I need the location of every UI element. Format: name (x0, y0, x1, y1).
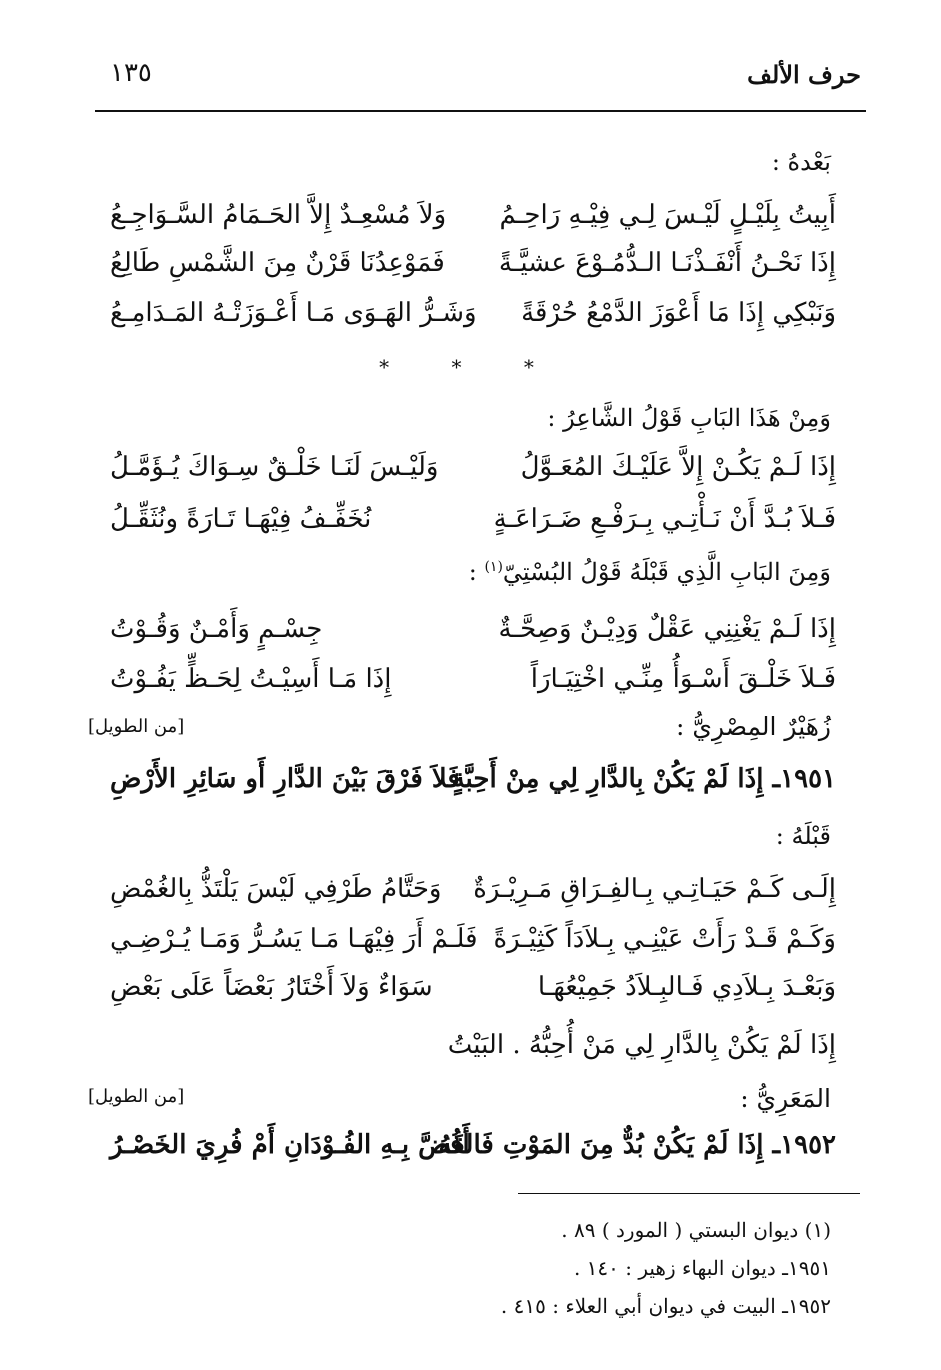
poet-name: زُهَيْرٌ المِصْرِيُّ : (676, 712, 831, 741)
verse-right-hemistich: وَنَبْكِي إِذَا مَا أَعْوَزَ الدَّمْعُ حُرْقَةً (521, 298, 836, 328)
meter-label: [من الطويل] (88, 1086, 185, 1107)
running-head: حرف الألف (747, 60, 861, 89)
verse-right-hemistich: وَكَـمْ قَـدْ رَأَتْ عَيْنِـي بِـلاَدَاً كَثِيْـرَةً (493, 924, 836, 954)
verse-left-hemistich: وَلَيْـسَ لَنَـا خَلْـقٌ سِـوَاكَ يُـؤَمَّـلُ (110, 452, 439, 482)
verse-left-hemistich: فَمَوْعِدُنَا قَرْنٌ مِنَ الشَّمْسِ طَالِعُ (110, 248, 445, 278)
verse-left-hemistich: وَشَـرُّ الهَـوَى مَـا أَعْـوَزَتْـهُ المَـدَامِـعُ (110, 298, 477, 328)
numbered-verse-left: أَفُضَّ بِـهِ الفُـوْدَانِ أَمْ فُرِيَ الخَصْـرُ (110, 1130, 470, 1160)
verse-text: إِذَا لَمْ يَكُنْ بِالدَّارِ لِي مِنْ أَحِبَّةٍ (451, 764, 764, 794)
verse-left-hemistich: نُخَفِّـفُ فِيْهَـا تَـارَةً ونُثَقِّـلُ (110, 504, 372, 534)
intro-text: وَمِنَ البَابِ الَّذِي قَبْلَهُ قَوْلُ البُسْتِيّ (502, 558, 831, 586)
verse-right-hemistich: إِذَا نَحْـنُ أَنْفَـذْنَـا الـدُّمُـوْعَ عشيَّـةً (498, 248, 836, 278)
section-intro (469, 558, 831, 586)
header-rule (95, 110, 866, 112)
footnote: ١٩٥١ـ ديوان البهاء زهير : ١٤٠ . (573, 1256, 831, 1280)
verse-right-hemistich: إِذَا لَـمْ يَغْنِنِي عَقْلٌ وَدِيْـنٌ وَصِحَّـةٌ (498, 614, 836, 644)
section-intro: وَمِنْ هَذَا البَابِ قَوْلُ الشَّاعِرُ : (547, 404, 831, 432)
footnote: (١) ديوان البستي ( المورد ) ٨٩ . (561, 1218, 831, 1242)
verse-left-hemistich: إِذَا مَـا أَسِيْـتُ لِحَـظٍّ يَفُـوْتُ (110, 664, 392, 694)
section-intro: قَبْلَهُ : (775, 822, 831, 850)
footnote-marker: (١) (484, 559, 503, 575)
verse-right-hemistich: إِذَا لَـمْ يَكُـنْ إِلاَّ عَلَيْـكَ المُعَـوَّلُ (520, 452, 836, 482)
numbered-verse-right (438, 1130, 836, 1160)
quoted-verse: إِذَا لَمْ يَكُنْ بِالدَّارِ لِي مَنْ أُحِبُّهُ . البَيْتُ (447, 1030, 836, 1060)
footnote-rule (518, 1193, 860, 1194)
verse-right-hemistich: إِلَـى كَـمْ حَيَـاتِـي بِـالفِـرَاقِ مَـرِيْـرَةٌ (473, 874, 836, 904)
page-number: ١٣٥ (110, 58, 152, 88)
verse-text: إِذَا لَمْ يَكُنْ بُدٌّ مِنَ المَوْتِ فَالقَهُ (438, 1130, 764, 1160)
intro-colon: : (468, 558, 477, 586)
numbered-verse-right (452, 764, 836, 794)
verse-left-hemistich: وَلاَ مُسْعِـدٌ إِلاَّ الحَـمَامُ السَّـوَاجِـعُ (110, 200, 447, 230)
poet-name: المَعَرِيُّ : (740, 1084, 831, 1113)
section-separator: * * * (379, 355, 562, 379)
section-intro: بَعْدهُ : (771, 148, 831, 176)
verse-left-hemistich: سَوَاءٌ وَلاَ أَخْتَارُ بَعْضَاً عَلَى بَعْضِ (110, 972, 433, 1002)
entry-number: ١٩٥١ـ (772, 764, 836, 794)
verse-right-hemistich: وَبَعْـدَ بِـلاَدِي فَـالبِـلاَدُ جَمِيْعُهَـا (537, 972, 836, 1002)
meter-label: [من الطويل] (88, 716, 185, 737)
verse-right-hemistich: أَبِيتُ بِلَيْـلٍ لَيْـسَ لِـي فِيْـهِ رَاحِـمُ (499, 200, 836, 230)
verse-right-hemistich: فَـلاَ خَلْـقَ أَسْـوَأُ مِنِّـي اخْتِيَـارَاً (530, 664, 836, 694)
footnote: ١٩٥٢ـ البيت في ديوان أبي العلاء : ٤١٥ . (500, 1294, 831, 1318)
verse-left-hemistich: وَحَتَّامُ طَرْفِي لَيْسَ يَلْتَذُّ بِالغُمْضِ (110, 874, 442, 904)
entry-number: ١٩٥٢ـ (772, 1130, 836, 1160)
verse-left-hemistich: جِسْـمٍ وَأَمْـنٌ وَقُـوْتُ (110, 614, 323, 644)
verse-left-hemistich: فَلَـمْ أَرَ فِيْهَـا مَـا يَسُـرُّ وَمَـا يُـرْضِـي (110, 924, 478, 954)
numbered-verse-left: فَلاَ فَرْقَ بَيْنَ الدَّارِ أَو سَائِرِ الأَرْضِ (110, 764, 460, 794)
verse-right-hemistich: فَـلاَ بُـدَّ أَنْ نَـأْتِـي بِـرَفْـعِ ضَـرَاعَـةٍ (493, 504, 836, 534)
